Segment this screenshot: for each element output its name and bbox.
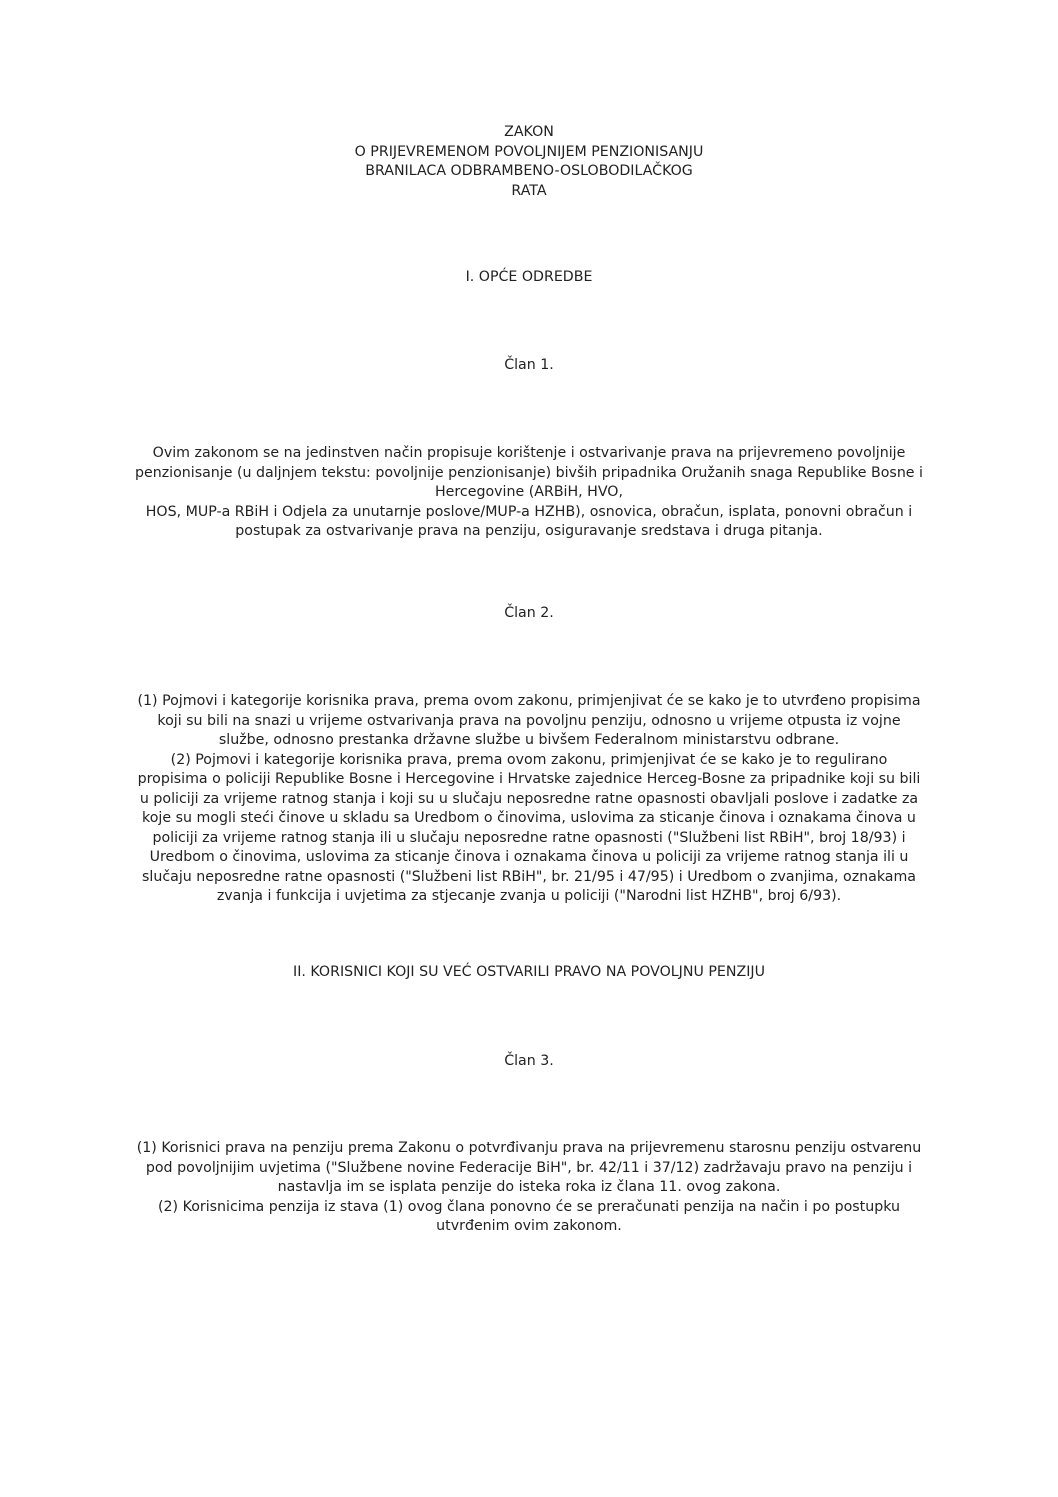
text-line: (2) Pojmovi i kategorije korisnika prava, prema ovom zakonu, primjenjivat će se kako je to regulirano <box>170 751 888 768</box>
text-line: koji su bili na snazi u vrijeme ostvarivanja prava na povoljnu penziju, odnosno u vrijeme otpusta iz vojne <box>157 712 901 729</box>
article-1-text <box>100 444 958 542</box>
text-line: (1) Korisnici prava na penziju prema Zakonu o potvrđivanju prava na prijevremenu starosnu penziju ostvarenu <box>136 1140 922 1156</box>
text-line: penzionisanje (u daljnjem tekstu: povoljnije penzionisanje) bivših pripadnika Oružanih snaga Republike Bosne i <box>134 464 923 481</box>
text-line: HOS, MUP-a RBiH i Odjela za unutarnje poslove/MUP-a HZHB), osnovica, obračun, isplata, ponovni obračun i <box>145 503 913 520</box>
text-line: (1) Pojmovi i kategorije korisnika prava, prema ovom zakonu, primjenjivat će se kako je to utvrđeno propisima <box>137 693 921 709</box>
text-line: u policiji za vrijeme ratnog stanja i koji su u slučaju neposredne ratne opasnosti obavljali poslove i zadatke za <box>139 790 919 807</box>
article-3-label: Član 3. <box>504 1053 554 1069</box>
section-heading-general-provisions: I. OPĆE ODREDBE <box>465 269 593 285</box>
text-line: nastavlja im se isplata penzije do isteka roka iz člana 11. ovog zakona. <box>277 1179 781 1195</box>
text-line: pod povoljnijim uvjetima ("Službene novine Federacije BiH", br. 42/11 i 37/12) zadržavaju pravo na penziju i <box>145 1159 913 1176</box>
text-line: (2) Korisnicima penzija iz stava (1) ovog člana ponovno će se preračunati penzija na način i po postupku <box>158 1198 900 1215</box>
law-title-line: RATA <box>511 182 547 199</box>
text-line: zvanja i funkcija i uvjetima za stjecanje zvanja u policiji ("Narodni list HZHB", broj 6/93). <box>216 888 842 904</box>
article-1-label: Član 1. <box>504 357 554 373</box>
text-line: slučaju neposredne ratne opasnosti ("Službeni list RBiH", br. 21/95 i 47/95) i Uredbom o zvanjima, oznakama <box>142 868 916 885</box>
text-line: Hercegovine (ARBiH, HVO, <box>435 484 623 500</box>
law-title <box>100 123 958 201</box>
text-line: Uredbom o činovima, uslovima za sticanje činova i oznakama činova u policiji za vrijeme ratnog stanja ili u <box>149 849 909 865</box>
text-line: policiji za vrijeme ratnog stanja ili u slučaju neposredne ratne opasnosti ("Službeni list RBiH", broj 18/93) i <box>152 829 906 846</box>
text-line: propisima o policiji Republike Bosne i Hercegovine i Hrvatske zajednice Herceg-Bosne za pripadnike koji su bili <box>137 771 921 787</box>
text-line: utvrđenim ovim zakonom. <box>436 1218 622 1234</box>
section-heading-existing-beneficiaries: II. KORISNICI KOJI SU VEĆ OSTVARILI PRAVO NA POVOLJNU PENZIJU <box>293 964 765 980</box>
law-title-line: ZAKON <box>504 124 554 140</box>
text-line: Ovim zakonom se na jedinstven način propisuje korištenje i ostvarivanje prava na prijevremeno povoljnije <box>152 445 906 461</box>
article-3-text <box>100 1139 958 1237</box>
text-line: postupak za ostvarivanje prava na penziju, osiguravanje sredstava i druga pitanja. <box>235 523 823 539</box>
text-line: koje su mogli steći činove u skladu sa Uredbom o činovima, uslovima za sticanje činova i oznakama činova u <box>142 810 916 826</box>
law-title-line: BRANILACA ODBRAMBENO-OSLOBODILAČKOG <box>365 163 693 179</box>
article-2-text <box>100 692 958 907</box>
law-title-line: O PRIJEVREMENOM POVOLJNIJEM PENZIONISANJU <box>354 143 704 160</box>
article-2-label: Član 2. <box>504 605 554 621</box>
text-line: službe, odnosno prestanka državne službe u bivšem Federalnom ministarstvu odbrane. <box>218 732 840 748</box>
